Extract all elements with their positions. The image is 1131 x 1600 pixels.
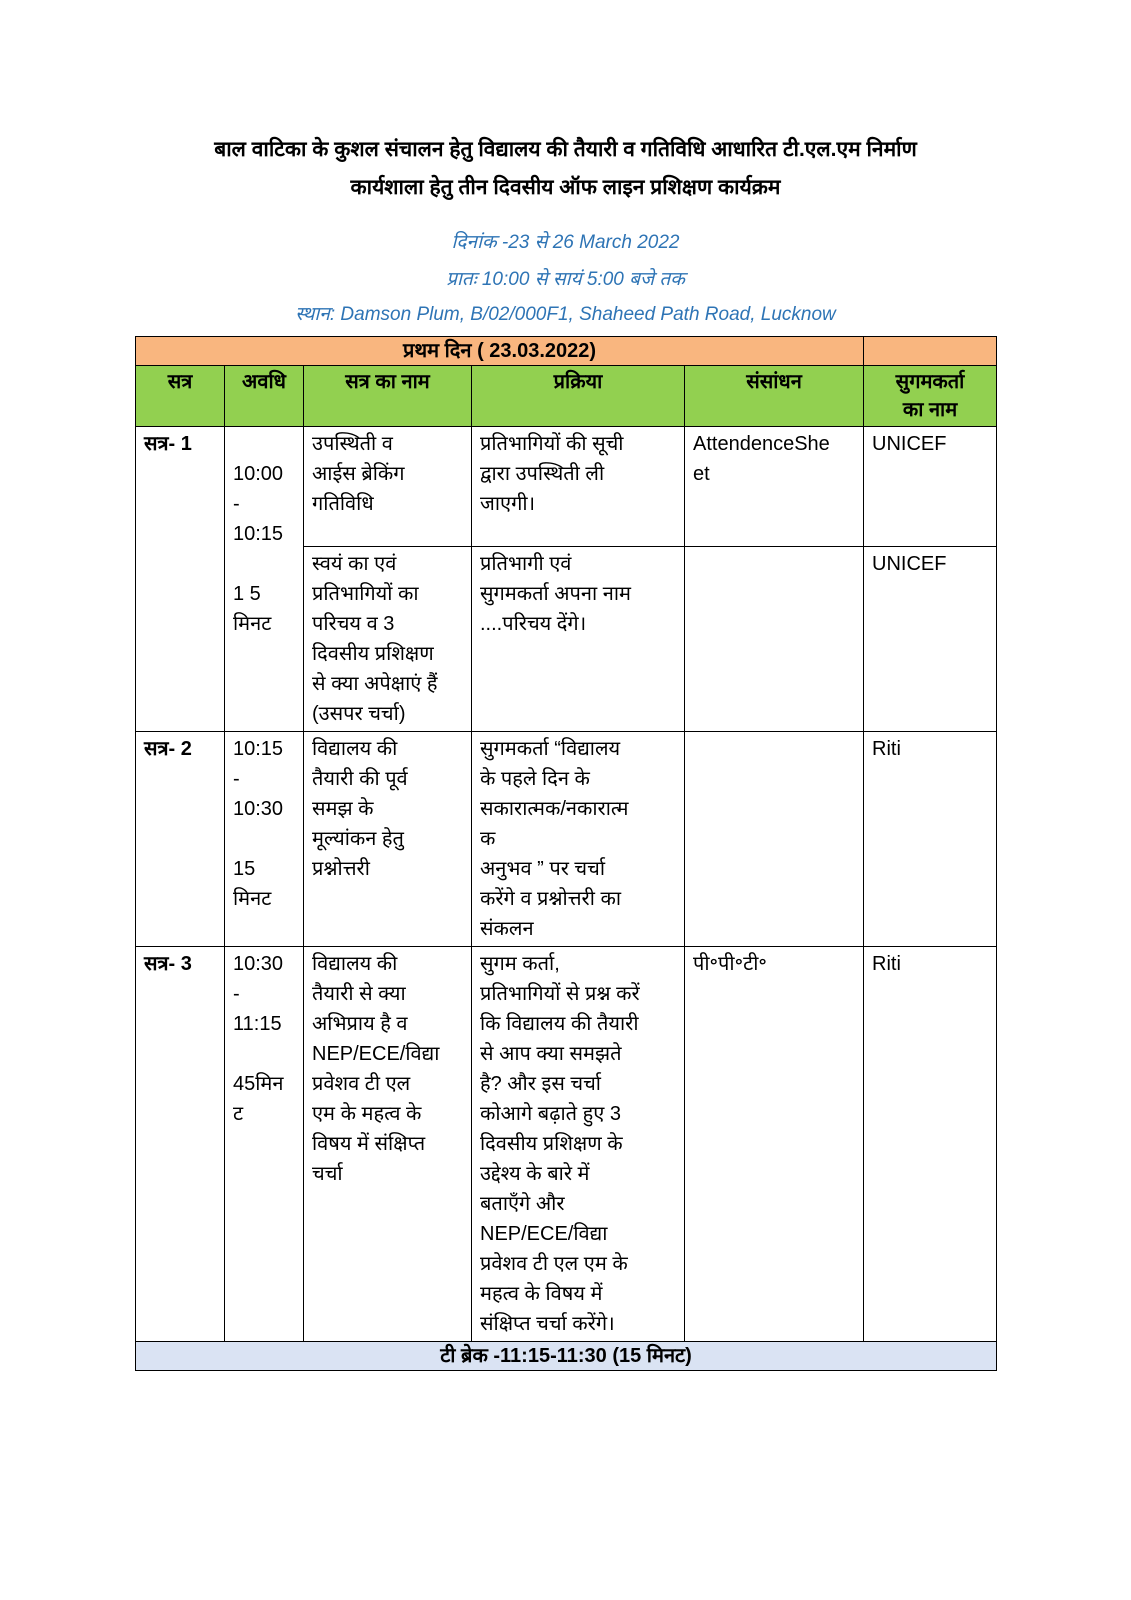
session-facilitator: UNICEF <box>864 547 997 732</box>
session-label: सत्र- 3 <box>136 947 225 1342</box>
table-row <box>136 732 997 947</box>
day-header: प्रथम दिन ( 23.03.2022) <box>136 337 864 366</box>
tea-break-row <box>136 1342 997 1371</box>
schedule-table <box>135 336 997 1371</box>
tea-break: टी ब्रेक -11:15-11:30 (15 मिनट) <box>136 1342 997 1371</box>
table-row <box>136 427 997 547</box>
time-line: प्रातः 10:00 से सायं 5:00 बजे तक <box>446 269 685 290</box>
session-name: स्वयं का एवं प्रतिभागियों का परिचय व 3 दिवसीय प्रशिक्षण से क्या अपेक्षाएं हैं (उसपर चर्चा) <box>304 547 472 732</box>
header-facilitator: सुगमकर्ता का नाम <box>864 366 997 427</box>
day-header-row <box>136 337 997 366</box>
session-name: उपस्थिती व आईस ब्रेकिंग गतिविधि <box>304 427 472 547</box>
header-process: प्रक्रिया <box>472 366 685 427</box>
session-facilitator: Riti <box>864 732 997 947</box>
session-resource: पी॰पी॰टी॰ <box>685 947 864 1342</box>
session-process: सुगम कर्ता, प्रतिभागियों से प्रश्न करें कि विद्यालय की तैयारी से आप क्या समझते है? और इस चर्चा कोआगे बढ़ाते हुए 3 दिवसीय प्रशिक्षण के उद्देश्य के बारे में बताएँगे और NEP/ECE/विद्या प्रवेशव टी एल एम के महत्व के विषय में संक्षिप्त चर्चा करेंगे। <box>472 947 685 1342</box>
session-duration: 10:30 - 11:15 45मिन ट <box>225 947 304 1342</box>
session-facilitator: Riti <box>864 947 997 1342</box>
session-process: प्रतिभागी एवं सुगमकर्ता अपना नाम ....परिचय देंगे। <box>472 547 685 732</box>
header-session: सत्र <box>136 366 225 427</box>
column-header-row <box>136 366 997 427</box>
session-label: सत्र- 2 <box>136 732 225 947</box>
session-duration: 10:00 - 10:15 1 5 मिनट <box>225 427 304 732</box>
session-duration: 10:15 - 10:30 15 मिनट <box>225 732 304 947</box>
day-header-empty <box>864 337 997 366</box>
session-process: प्रतिभागियों की सूची द्वारा उपस्थिती ली जाएगी। <box>472 427 685 547</box>
document-title-line1: बाल वाटिका के कुशल संचालन हेतु विद्यालय की तैयारी व गतिविधि आधारित टी.एल.एम निर्माण <box>214 138 917 161</box>
table-row <box>136 947 997 1342</box>
session-name: विद्यालय की तैयारी से क्या अभिप्राय है व NEP/ECE/विद्या प्रवेशव टी एल एम के महत्व के विषय में संक्षिप्त चर्चा <box>304 947 472 1342</box>
session-label: सत्र- 1 <box>136 427 225 732</box>
header-resource: संसांधन <box>685 366 864 427</box>
session-resource <box>685 547 864 732</box>
session-name: विद्यालय की तैयारी की पूर्व समझ के मूल्यांकन हेतु प्रश्नोत्तरी <box>304 732 472 947</box>
session-resource <box>685 732 864 947</box>
venue-line: स्थान: Damson Plum, B/02/000F1, Shaheed Path Road, Lucknow <box>295 304 836 325</box>
header-duration: अवधि <box>225 366 304 427</box>
session-facilitator: UNICEF <box>864 427 997 547</box>
document-title-line2: कार्यशाला हेतु तीन दिवसीय ऑफ लाइन प्रशिक्षण कार्यक्रम <box>350 176 781 199</box>
session-resource: AttendenceShe et <box>685 427 864 547</box>
date-line: दिनांक -23 से 26 March 2022 <box>451 232 680 253</box>
header-session-name: सत्र का नाम <box>304 366 472 427</box>
session-process: सुगमकर्ता “विद्यालय के पहले दिन के सकारात्मक/नकारात्म क अनुभव ” पर चर्चा करेंगे व प्रश्नोत्तरी का संकलन <box>472 732 685 947</box>
